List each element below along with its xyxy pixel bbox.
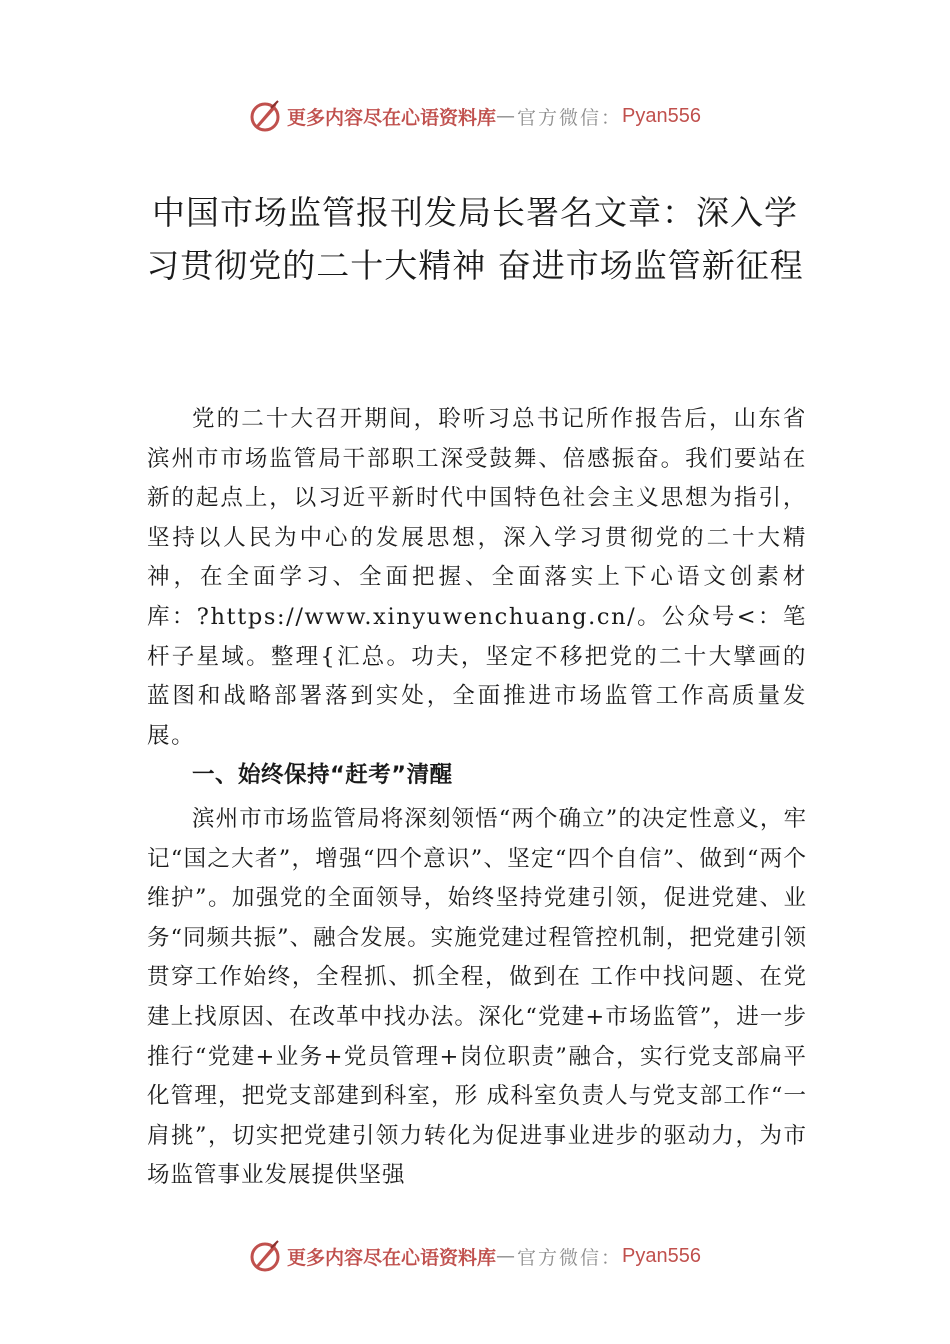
footer-banner <box>0 1236 950 1276</box>
banner-account: Pyan556 <box>622 104 701 127</box>
quill-pen-seal-icon <box>249 1239 283 1273</box>
banner-brand-text: 更多内容尽在心语资料库 <box>287 106 497 129</box>
paragraph-intro: 党的二十大召开期间，聆听习总书记所作报告后，山东省滨州市市场监管局干部职工深受鼓舞、倍感振奋。我们要站在新的起点上，以习近平新时代中国特色社会主义思想为指引，坚持以人民为中心的发展思想，深入学习贯彻党的二十大精神，在全面学习、全面把握、全面落实上下心语文创素材库：?https://www.xinyuwenchuang.cn/。公众号<：笔杆子星域。整理{汇总。功夫，坚定不移把党的二十大擘画的蓝图和战略部署落到实处，全面推进市场监管工作高质量发展。 <box>147 406 807 749</box>
banner-separator: — <box>496 105 518 127</box>
footer-account: Pyan556 <box>622 1244 701 1267</box>
footer-wechat-label: 官方微信： <box>517 1246 623 1269</box>
quill-pen-seal-icon <box>249 99 283 133</box>
article-body <box>147 400 807 1196</box>
article-title: 中国市场监管报刊发局长署名文章：深入学习贯彻党的二十大精神 奋进市场监管新征程 <box>146 193 804 285</box>
footer-brand-text: 更多内容尽在心语资料库 <box>287 1246 497 1269</box>
section-heading: 一、始终保持“赶考”清醒 <box>192 762 453 789</box>
banner-wechat-label: 官方微信： <box>517 106 623 129</box>
paragraph-section-one: 滨州市市场监管局将深刻领悟“两个确立”的决定性意义，牢记“国之大者”，增强“四个意识”、坚定“四个自信”、做到“两个维护”。加强党的全面领导，始终坚持党建引领，促进党建、业务“同频共振”、融合发展。实施党建过程管控机制，把党建引领贯穿工作始终，全程抓、抓全程，做到在 工作中找问题、在党建上找原因、在改革中找办法。深化“党建+市场监管”，进一步推行“党建+业务+党员管理+岗位职责”融合，实行党支部扁平化管理，把党支部建到科室，形 成科室负责人与党支部工作“一肩挑”，切实把党建引领力转化为促进事业进步的驱动力，为市场监管事业发展提供坚强 <box>147 805 807 1189</box>
footer-separator: — <box>496 1245 518 1267</box>
header-banner <box>0 96 950 136</box>
